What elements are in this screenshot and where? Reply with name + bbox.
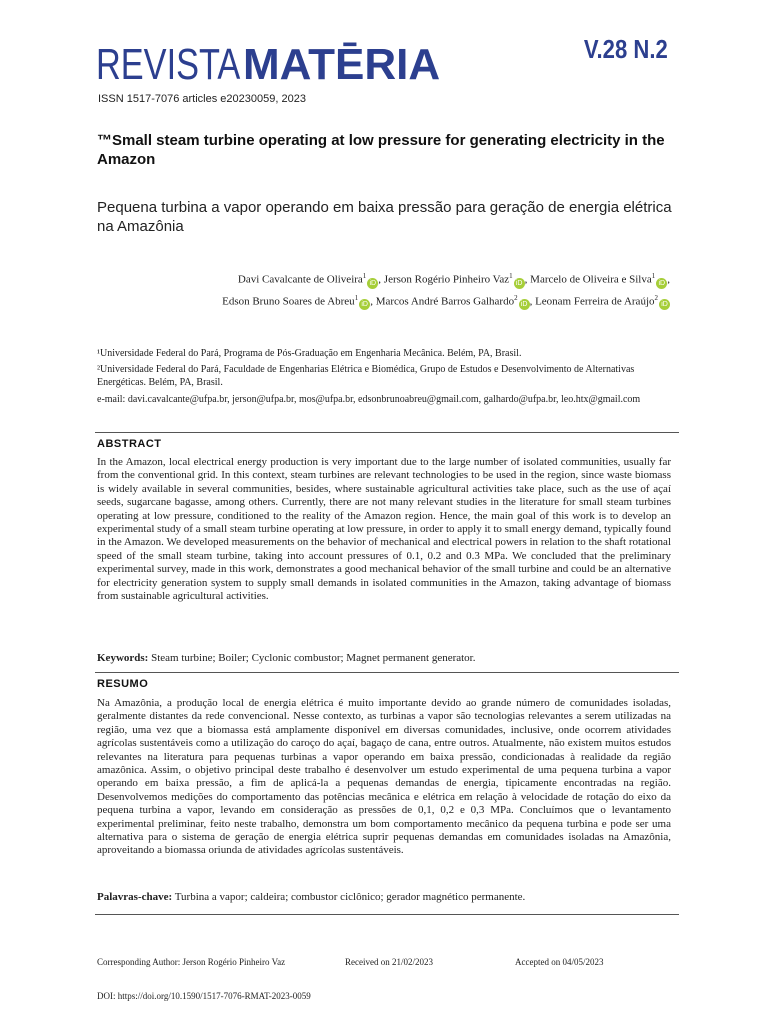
keywords-label: Keywords: bbox=[97, 652, 149, 664]
author-affiliation-mark: 1 bbox=[651, 272, 656, 280]
affiliation-1: ¹Universidade Federal do Pará, Programa de Pós-Graduação em Engenharia Mecânica. Belém, PA, Brasil. bbox=[97, 348, 522, 359]
journal-name-thin: REVISTA bbox=[96, 40, 241, 89]
orcid-icon[interactable]: iD bbox=[359, 299, 370, 310]
author-list: Davi Cavalcante de Oliveira$^1$iD , Jerson Rogério Pinheiro Vaz$^1$iD , Marcelo de Oliveira e Silva$^1$iD , Edson Bruno Soares de Abreu$^1$iD , Marcos André Barros Galhardo$^2$iD , Leonam Ferreira de Araújo$^2$iD bbox=[222, 272, 670, 309]
orcid-icon[interactable]: iD bbox=[367, 278, 378, 289]
journal-name-bold: MATĒRIA bbox=[243, 40, 441, 89]
author-name: Edson Bruno Soares de Abreu bbox=[222, 295, 355, 308]
author-emails: e-mail: davi.cavalcante@ufpa.br, jerson@ufpa.br, mos@ufpa.br, edsonbrunoabreu@gmail.com, galhardo@ufpa.br, leo.htx@gmail.com bbox=[97, 394, 641, 405]
orcid-icon[interactable]: iD bbox=[514, 278, 525, 289]
author-name: Marcelo de Oliveira e Silva bbox=[530, 273, 652, 286]
journal-logo bbox=[96, 40, 440, 92]
orcid-icon[interactable]: iD bbox=[659, 299, 670, 310]
author-affiliation-mark: 1 bbox=[509, 272, 513, 280]
keywords-text: Steam turbine; Boiler; Cyclonic combustor; Magnet permanent generator. bbox=[151, 652, 476, 664]
orcid-icon[interactable]: iD bbox=[519, 299, 530, 310]
abstract-heading: ABSTRACT bbox=[97, 438, 162, 450]
article-title-portuguese: Pequena turbina a vapor operando em baixa pressão para geração de energia elétrica na Amazônia bbox=[97, 199, 672, 235]
author-affiliation-mark: 1 bbox=[354, 293, 359, 302]
volume-number: V.28 N.2 bbox=[584, 34, 668, 64]
doi-link[interactable]: DOI: https://doi.org/10.1590/1517-7076-RMAT-2023-0059 bbox=[97, 991, 311, 1001]
author-name: Marcos André Barros Galhardo bbox=[375, 295, 515, 308]
author-name: Leonam Ferreira de Araújo bbox=[535, 295, 655, 308]
author-affiliation-mark: 1 bbox=[362, 272, 367, 280]
corresponding-author: Corresponding Author: Jerson Rogério Pinheiro Vaz bbox=[97, 957, 286, 967]
article-title-english: ™Small steam turbine operating at low pressure for generating electricity in the Amazon bbox=[97, 132, 665, 168]
palavras-chave-label: Palavras-chave: bbox=[97, 891, 173, 903]
palavras-chave-text: Turbina a vapor; caldeira; combustor ciclônico; gerador magnético permanente. bbox=[174, 891, 526, 903]
resumo-text: Na Amazônia, a produção local de energia elétrica é muito importante devido ao grande número de comunidades isoladas, geralmente distantes da rede convencional. Nesse contexto, as turbinas a vapor são tecnologias relevantes a serem utilizadas na região, uma vez que a biomassa está amplamente disponível em diversas comunidades, inclusive, onde ocorrem atividades agrícolas sustentáveis como a utilização do caroço do açaí, bagaço de cana, entre outros. Atualmente, não existem muitos estudos relevantes na literatura para pequenas turbinas a vapor operando em baixa pressão, condicionadas à realidade da região amazônica. Assim, o objetivo principal deste trabalho é desenvolver um estudo experimental de uma pequena turbina a vapor operando em baixa pressão, a fim de aplicá-la a pequenas demandas de energia, tipicamente encontradas na região. Desenvolvemos medições do comportamento das potências mecânica e elétrica em relação à velocidade de rotação do eixo da pequena turbina a vapor, levando em consideração as pressões de 0,1, 0,2 e 0,3 MPa. Concluímos que o levantamento experimental preliminar, feito neste trabalho, demonstra um bom comportamento mecânico da pequena turbina e pode ser uma alternativa para o sistema de geração de energia elétrica suprir pequenas demandas em comunidades isoladas na Amazônia, aproveitando a biomassa oriunda de atividades agrícolas sustentáveis. bbox=[97, 697, 671, 857]
accepted-date: Accepted on 04/05/2023 bbox=[515, 957, 604, 967]
resumo-heading: RESUMO bbox=[97, 678, 149, 690]
author-affiliation-mark: 2 bbox=[514, 293, 518, 302]
divider bbox=[95, 914, 679, 915]
abstract-text: In the Amazon, local electrical energy production is very important due to the large number of isolated communities, usually far from the conventional grid. In this context, steam turbines are relevant technologies to be used in the region, since waste biomass is widely available in several communities, besides, where sustainable agricultural activities take place, such as the use of açaí seeds, sugarcane bagasse, among others. Currently, there are not many relevant studies in the literature for small steam turbines operating at low pressure, conditioned to the reality of the Amazon region. Hence, the main goal of this work is to develop an experimental study of a small steam turbine operating at low pressure, in order to apply it to small energy demand, typically found in the Amazon. We developed measurements on the behavior of mechanical and electrical powers in relation to the shaft rotational speed of the small steam turbine, taking into account pressures of 0.1, 0.2 and 0.3 MPa. We concluded that the preliminary experimental survey, made in this work, demonstrates a good mechanical behavior of the small turbine and could be an alternative for electricity generation system to supply small demands in isolated communities in the Amazon, taking advantage of biomass from sustainable agricultural activities. bbox=[97, 456, 671, 603]
author-affiliation-mark: 2 bbox=[654, 293, 658, 302]
issn-line: ISSN 1517-7076 articles e20230059, 2023 bbox=[98, 93, 306, 105]
author-name: Jerson Rogério Pinheiro Vaz bbox=[383, 273, 510, 286]
received-date: Received on 21/02/2023 bbox=[345, 957, 433, 967]
palavras-chave-line bbox=[97, 891, 671, 903]
orcid-icon[interactable]: iD bbox=[656, 278, 667, 289]
keywords-line bbox=[97, 652, 671, 664]
author-name: Davi Cavalcante de Oliveira bbox=[237, 273, 363, 286]
divider bbox=[95, 432, 679, 433]
affiliation-2: ²Universidade Federal do Pará, Faculdade de Engenharias Elétrica e Biomédica, Grupo de Estudos e Desenvolvimento de Alternativas Energéticas. Belém, PA, Brasil. bbox=[97, 364, 635, 388]
divider bbox=[95, 672, 679, 673]
